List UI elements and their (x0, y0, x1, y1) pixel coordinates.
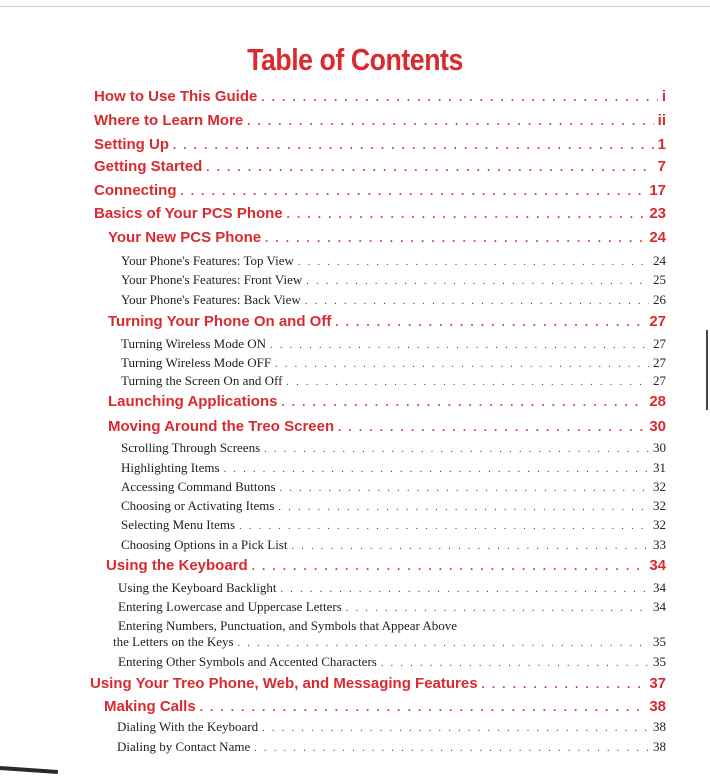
leader-dots (265, 231, 645, 246)
toc-entry-level3[interactable] (121, 253, 666, 269)
leader-dots (270, 340, 649, 351)
toc-entry-page: 17 (649, 182, 666, 199)
toc-entry-level3[interactable] (117, 739, 666, 755)
leader-dots (261, 90, 657, 105)
toc-entry-level1[interactable] (94, 182, 666, 199)
toc-entry-page: 23 (649, 205, 666, 222)
scan-edge-mark (0, 766, 58, 774)
toc-entry-label: Turning Your Phone On and Off (108, 313, 332, 330)
toc-entry-page: 34 (653, 599, 666, 614)
toc-entry-level1[interactable] (94, 88, 666, 105)
toc-entry-label: Accessing Command Buttons (121, 479, 276, 494)
toc-entry-label: Setting Up (94, 136, 169, 153)
toc-entry-label: Making Calls (104, 698, 196, 715)
toc-entry-level3[interactable] (121, 272, 666, 288)
toc-entry-level3[interactable] (121, 336, 666, 352)
toc-entry-label: Dialing With the Keyboard (117, 719, 259, 734)
toc-entry-level3[interactable] (121, 460, 666, 476)
leader-dots (335, 315, 645, 330)
toc-entry-level3[interactable] (121, 479, 666, 495)
toc-entry-label: Choosing or Activating Items (121, 498, 275, 513)
toc-entry-level3[interactable] (121, 498, 666, 514)
toc-entry-page: 24 (649, 229, 666, 246)
toc-entry-label: Basics of Your PCS Phone (94, 205, 283, 222)
toc-entry-label: Your Phone's Features: Back View (121, 292, 301, 307)
toc-entry-page: 31 (653, 460, 666, 475)
toc-entry-label: Connecting (94, 182, 177, 199)
toc-entry-level3[interactable] (121, 537, 666, 553)
toc-entry-level2[interactable] (108, 313, 666, 330)
toc-entry-page: 24 (653, 253, 666, 268)
leader-dots (247, 114, 653, 129)
toc-entry-level2[interactable] (108, 418, 666, 435)
leader-dots (239, 521, 649, 532)
toc-entry-label: Turning the Screen On and Off (121, 373, 283, 388)
toc-entry-page: 27 (653, 373, 666, 388)
toc-entry-label: Your New PCS Phone (108, 229, 262, 246)
toc-entry-label: the Letters on the Keys (113, 634, 234, 649)
toc-entry-page: 26 (653, 292, 666, 307)
leader-dots (181, 184, 646, 199)
leader-dots (254, 743, 649, 754)
toc-entry-level2[interactable] (106, 557, 666, 574)
toc-entry-level2[interactable] (104, 698, 666, 715)
toc-entry-page: 27 (649, 313, 666, 330)
leader-dots (287, 207, 646, 222)
toc-entry-label: Using the Keyboard (106, 557, 248, 574)
leader-dots (305, 296, 649, 307)
toc-entry-level3[interactable] (121, 440, 666, 456)
toc-entry-page: 37 (649, 675, 666, 692)
toc-entry-page: 35 (653, 634, 666, 649)
leader-dots (206, 160, 653, 175)
leader-dots (275, 359, 649, 370)
leader-dots (281, 395, 645, 410)
toc-entry-level1[interactable] (94, 205, 666, 222)
toc-entry-label: Your Phone's Features: Top View (121, 253, 294, 268)
page-title: Table of Contents (247, 42, 463, 77)
toc-entry-page: 38 (653, 739, 666, 754)
toc-entry-level3[interactable] (118, 654, 666, 670)
toc-entry-page: 32 (653, 498, 666, 513)
toc-entry-label: Using Your Treo Phone, Web, and Messaging Features (90, 675, 478, 692)
toc-entry-label: Moving Around the Treo Screen (108, 418, 335, 435)
toc-entry-page: 27 (653, 336, 666, 351)
leader-dots (286, 377, 649, 388)
toc-entry-level3[interactable] (121, 355, 666, 371)
toc-entry-page: 27 (653, 355, 666, 370)
toc-entry-label: Turning Wireless Mode ON (121, 336, 267, 351)
toc-entry-level3[interactable] (121, 517, 666, 533)
leader-dots (482, 677, 646, 692)
toc-entry-label: Highlighting Items (121, 460, 220, 475)
toc-entry-page: ii (657, 112, 666, 129)
toc-entry-page: 32 (653, 479, 666, 494)
leader-dots (278, 502, 649, 513)
toc-entry-label: Your Phone's Features: Front View (121, 272, 303, 287)
leader-dots (264, 444, 649, 455)
toc-entry-level3[interactable] (113, 634, 666, 650)
leader-dots (381, 658, 649, 669)
leader-dots (262, 723, 649, 734)
toc-entry-page: 38 (649, 698, 666, 715)
toc-entry-page: 35 (653, 654, 666, 669)
toc-entry-label: Getting Started (94, 158, 203, 175)
leader-dots (298, 257, 649, 268)
toc-entry-label: Dialing by Contact Name (117, 739, 251, 754)
toc-entry-page: 1 (657, 136, 666, 153)
toc-entry-label: Launching Applications (108, 393, 278, 410)
toc-entry-page: 30 (653, 440, 666, 455)
toc-entry-page: 34 (653, 580, 666, 595)
toc-entry-label: Using the Keyboard Backlight (118, 580, 277, 595)
toc-entry-label-line1[interactable]: Entering Numbers, Punctuation, and Symbols that Appear Above (118, 618, 458, 633)
toc-entry-level3[interactable] (121, 292, 666, 308)
toc-entry-page: 32 (653, 517, 666, 532)
toc-entry-page: 38 (653, 719, 666, 734)
leader-dots (252, 559, 646, 574)
leader-dots (281, 584, 650, 595)
leader-dots (346, 603, 649, 614)
toc-entry-level3[interactable] (121, 373, 666, 389)
toc-entry-label: Selecting Menu Items (121, 517, 236, 532)
toc-entry-page: i (661, 88, 666, 105)
page-edge-mark (706, 330, 708, 410)
toc-entry-level3[interactable] (117, 719, 666, 735)
leader-dots (306, 276, 649, 287)
toc-entry-level1[interactable] (94, 158, 666, 175)
toc-entry-level3[interactable] (118, 599, 666, 615)
toc-entry-level1[interactable] (90, 675, 666, 692)
toc-entry-label: Choosing Options in a Pick List (121, 537, 288, 552)
toc-entry-level3[interactable] (118, 580, 666, 596)
toc-entry-label: Entering Lowercase and Uppercase Letters (118, 599, 342, 614)
toc-entry-level1[interactable] (94, 136, 666, 153)
toc-entry-page: 30 (649, 418, 666, 435)
top-edge-rule (0, 6, 710, 7)
toc-entry-label: Scrolling Through Screens (121, 440, 261, 455)
toc-entry-page: 25 (653, 272, 666, 287)
toc-entry-label: Where to Learn More (94, 112, 244, 129)
toc-entry-page: 34 (649, 557, 666, 574)
leader-dots (200, 700, 646, 715)
toc-entry-label: Entering Other Symbols and Accented Characters (118, 654, 377, 669)
toc-entry-level2[interactable] (108, 393, 666, 410)
toc-entry-page: 7 (657, 158, 666, 175)
leader-dots (280, 483, 649, 494)
toc-entry-label: Turning Wireless Mode OFF (121, 355, 272, 370)
leader-dots (338, 420, 645, 435)
toc-entry-level1[interactable] (94, 112, 666, 129)
toc-entry-page: 33 (653, 537, 666, 552)
toc-entry-label: How to Use This Guide (94, 88, 258, 105)
leader-dots (224, 464, 649, 475)
leader-dots (291, 541, 649, 552)
toc-entry-level2[interactable] (108, 229, 666, 246)
leader-dots (238, 638, 649, 649)
leader-dots (173, 138, 654, 153)
toc-entry-page: 28 (649, 393, 666, 410)
